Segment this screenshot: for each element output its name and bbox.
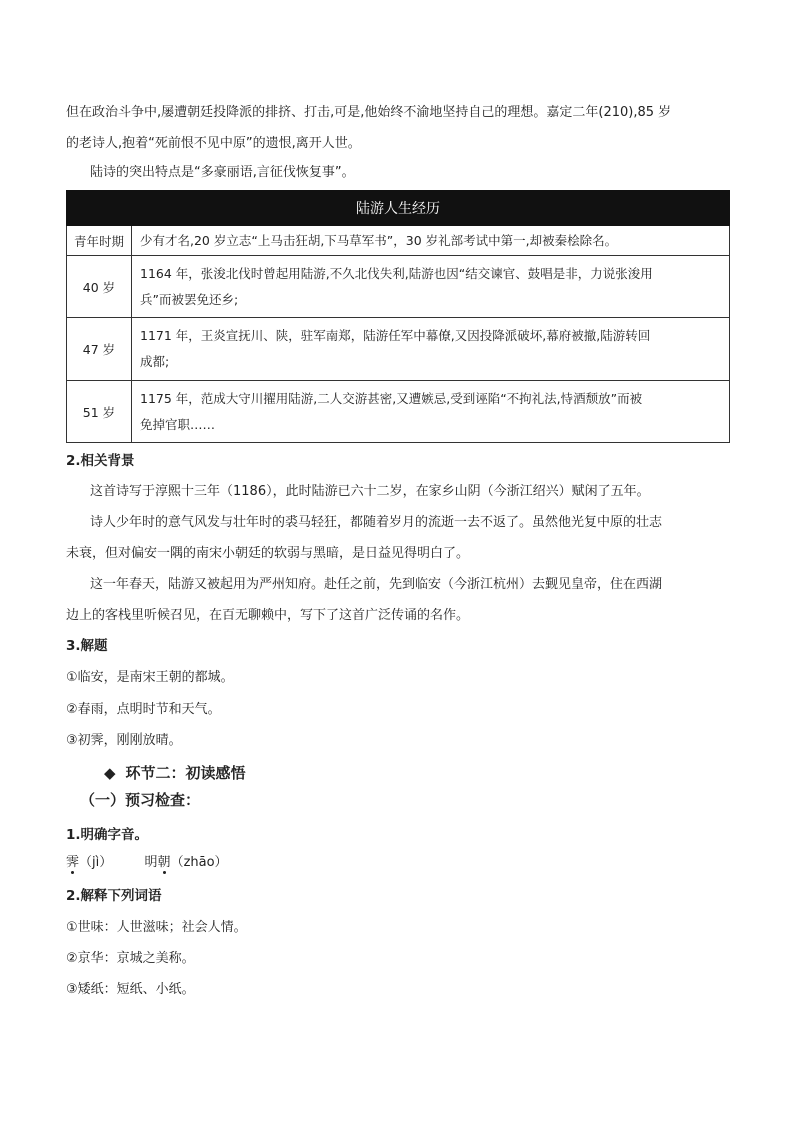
- table-header-row: [67, 191, 730, 226]
- background-paragraph-2-line-1: 诗人少年时的意气风发与壮年时的裘马轻狂，都随着岁月的流逝一去不返了。虽然他光复中原的壮志: [90, 515, 663, 530]
- row-content: 少有才名,20 岁立志“上马击狂胡,下马草军书”，30 岁礼部考试中第一,却被秦桧除名。: [132, 226, 730, 256]
- pronounce-line: [66, 853, 730, 873]
- intro-line-1: 但在政治斗争中,屡遭朝廷投降派的排挤、打击,可是,他始终不渝地坚持自己的理想。嘉定二年(210),85 岁: [66, 105, 672, 120]
- background-paragraph-3-line-2: 边上的客栈里听候召见，在百无聊赖中，写下了这首广泛传诵的名作。: [66, 608, 470, 623]
- section-heading: [104, 762, 246, 783]
- background-paragraph-2-line-2: 未衰，但对偏安一隅的南宋小朝廷的软弱与黑暗，是日益见得明白了。: [66, 546, 470, 561]
- row-label: 47 岁: [67, 318, 132, 381]
- title-explain-item: ①临安，是南宋王朝的都城。: [66, 670, 234, 685]
- row-content: 1171 年，王炎宣抚川、陕，驻军南郑，陆游任军中幕僚,又因投降派破坏,幕府被撤,陆游转回 成都;: [132, 318, 730, 381]
- pinyin-zhao: （zhāo）: [170, 855, 228, 870]
- intro-line-3: 陆诗的突出特点是“多豪丽语,言征伐恢复事”。: [90, 165, 355, 180]
- table-row: [67, 256, 730, 318]
- pinyin-ji: （jì）: [79, 855, 113, 870]
- vocab-item: ③矮纸：短纸、小纸。: [66, 982, 195, 997]
- life-experience-table: [66, 190, 730, 443]
- char-ji: 霁: [66, 855, 80, 870]
- intro-line-2: 的老诗人,抱着“死前恨不见中原”的遗恨,离开人世。: [66, 136, 361, 151]
- row-content: 1164 年，张浚北伐时曾起用陆游,不久北伐失利,陆游也因“结交谏官、鼓唱是非，力说张浚用 兵”而被罢免还乡;: [132, 256, 730, 318]
- vocab-heading: 2.解释下列词语: [66, 888, 162, 904]
- section-title: 环节二：初读感悟: [125, 764, 246, 782]
- title-explain-item: ②春雨，点明时节和天气。: [66, 702, 221, 717]
- row-content: 1175 年，范成大守川擢用陆游,二人交游甚密,又遭嫉忌,受到诬陷“不拘礼法,恃酒颓放”而被 免掉官职……: [132, 381, 730, 443]
- row-label: 51 岁: [67, 381, 132, 443]
- background-heading: 2.相关背景: [66, 453, 135, 469]
- table-row: [67, 381, 730, 443]
- row-label: 40 岁: [67, 256, 132, 318]
- pronounce-heading: 1.明确字音。: [66, 827, 149, 843]
- background-paragraph-3-line-1: 这一年春天，陆游又被起用为严州知府。赴任之前，先到临安（今浙江杭州）去觐见皇帝，住在西湖: [90, 577, 663, 592]
- title-explain-item: ③初霁，刚刚放晴。: [66, 733, 182, 748]
- table-row: [67, 226, 730, 256]
- table-title: 陆游人生经历: [67, 191, 730, 226]
- background-paragraph-1: 这首诗写于淳熙十三年（1186），此时陆游已六十二岁，在家乡山阴（今浙江绍兴）赋闲了五年。: [90, 484, 650, 499]
- title-explain-heading: 3.解题: [66, 638, 108, 654]
- row-label: 青年时期: [67, 226, 132, 256]
- table-row: [67, 318, 730, 381]
- subsection-heading: （一）预习检查：: [80, 791, 201, 809]
- vocab-item: ②京华：京城之美称。: [66, 951, 195, 966]
- vocab-item: ①世味：人世滋味；社会人情。: [66, 920, 247, 935]
- diamond-bullet-icon: ◆: [104, 764, 116, 782]
- word-mingzhao: 明朝: [144, 855, 171, 870]
